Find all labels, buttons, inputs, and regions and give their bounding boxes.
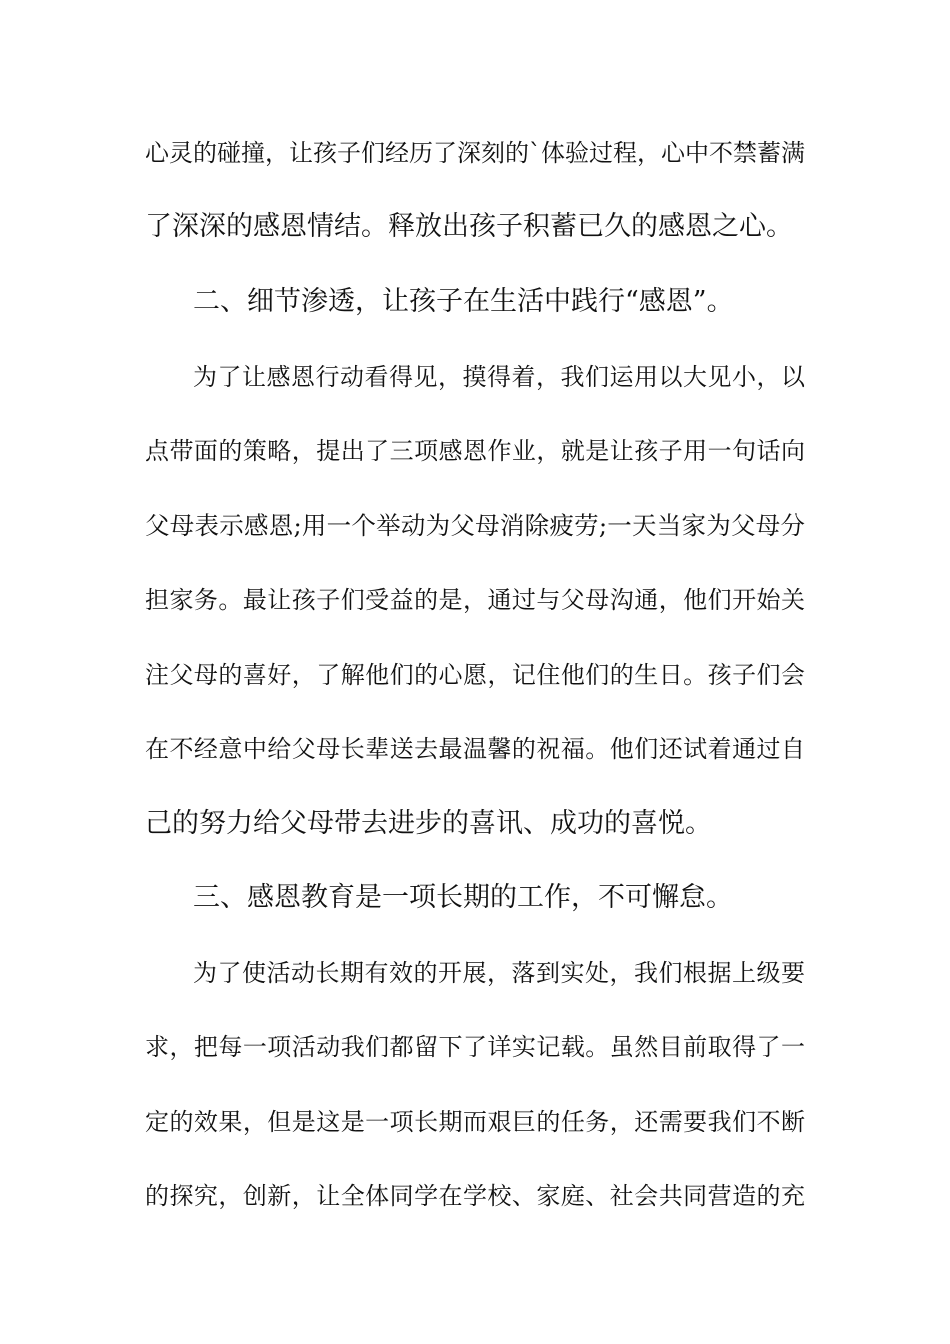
section-heading-3: 三、感恩教育是一项长期的工作，不可懈怠。: [193, 882, 733, 913]
text-line-8: 注父母的喜好，了解他们的心愿，记住他们的生日。孩子们会: [145, 661, 805, 689]
text-line-15: 的探究，创新，让全体同学在学校、家庭、社会共同营造的充: [145, 1182, 805, 1210]
text-line-14: 定的效果，但是这是一项长期而艰巨的任务，还需要我们不断: [145, 1108, 805, 1136]
text-line-9: 在不经意中给父母长辈送去最温馨的祝福。他们还试着通过自: [145, 735, 805, 763]
text-line-7: 担家务。最让孩子们受益的是，通过与父母沟通，他们开始关: [145, 586, 805, 614]
text-line-1: 心灵的碰撞，让孩子们经历了深刻的`体验过程，心中不禁蓄满: [145, 139, 805, 167]
text-line-5: 点带面的策略，提出了三项感恩作业，就是让孩子用一句话向: [145, 437, 805, 465]
text-line-6: 父母表示感恩;用一个举动为父母消除疲劳;一天当家为父母分: [145, 511, 805, 540]
text-line-13: 求，把每一项活动我们都留下了详实记载。虽然目前取得了一: [145, 1033, 805, 1061]
text-line-10: 己的努力给父母带去进步的喜讯、成功的喜悦。: [145, 808, 712, 839]
text-line-12: 为了使活动长期有效的开展，落到实处，我们根据上级要: [193, 959, 805, 987]
text-line-4: 为了让感恩行动看得见，摸得着，我们运用以大见小，以: [193, 363, 805, 391]
text-line-2: 了深深的感恩情结。释放出孩子积蓄已久的感恩之心。: [145, 211, 793, 242]
section-heading-2: 二、细节渗透，让孩子在生活中践行“感恩”。: [193, 286, 734, 317]
